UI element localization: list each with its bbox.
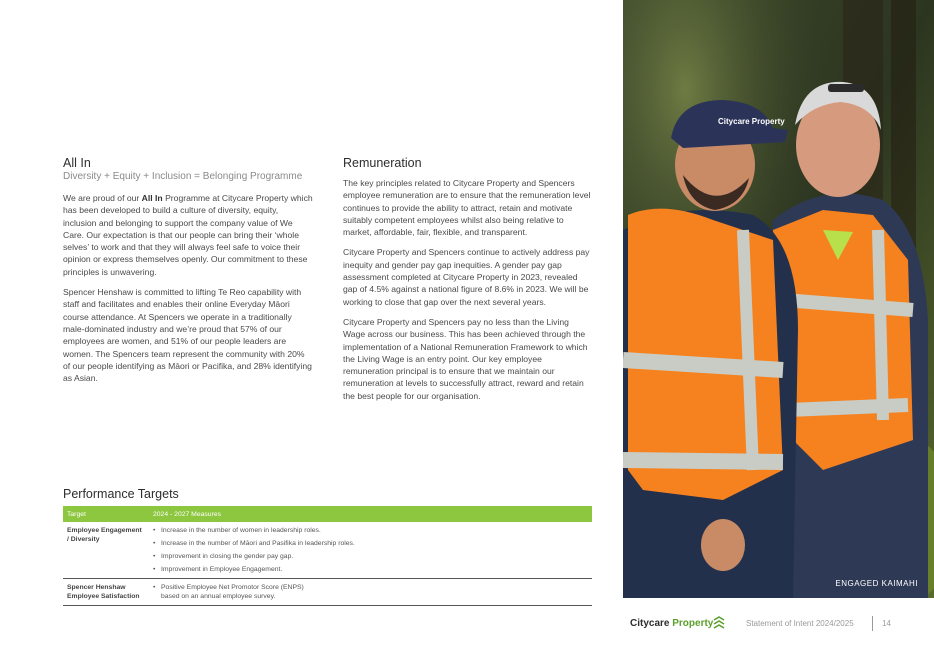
all-in-paragraph-1: We are proud of our All In Programme at Citycare Property which has been developed to build a culture of diversity, equity, inclusion and belonging to support the company value of We Care. Our expectation is that our people can bring their ‘whole selves’ to work and that they will always feel safe to voice their opinion or express themselves openly. Our commitment to these principles is unwavering. [63, 193, 313, 277]
page-number: 14 [882, 619, 891, 628]
all-in-brand-name: All In [141, 193, 163, 203]
remuneration-section [343, 155, 593, 410]
list-item: • Improvement in closing the gender pay gap. [153, 552, 588, 561]
list-item: • Increase in the number of women in leadership roles. [153, 526, 588, 535]
measures-list [153, 583, 588, 601]
remuneration-paragraph-3: Citycare Property and Spencers pay no less than the Living Wage across our business. This has been achieved through the implementation of a National Remuneration Framework to which the Living Wage is an entry point. Our key employee remuneration principal is to ensure that we maintain our remuneration at levels to successfully attract, reward and retain the best people for our organisation. [343, 316, 588, 401]
citycare-logo-text: Citycare Property [630, 618, 714, 629]
document-title: Statement of Intent 2024/2025 [746, 619, 854, 628]
table-cell-measures [149, 522, 592, 579]
engaged-kaimahi-photo [623, 0, 934, 598]
page-footer [630, 616, 900, 632]
footer-divider [872, 616, 873, 631]
performance-targets-section [63, 486, 592, 606]
measures-list [153, 526, 588, 574]
citycare-logo-icon [712, 616, 726, 630]
performance-targets-table [63, 506, 592, 606]
all-in-heading: All In [63, 156, 91, 170]
all-in-section [63, 155, 313, 392]
cap-logo-text: Citycare Property [718, 117, 785, 126]
table-row [63, 579, 592, 606]
list-item: • Positive Employee Net Promotor Score (ENPS) based on an annual employee survey. [153, 583, 588, 601]
workers-illustration [623, 0, 934, 598]
table-cell-target: Employee Engagement / Diversity [63, 522, 149, 579]
table-row [63, 522, 592, 579]
performance-targets-heading: Performance Targets [63, 487, 179, 501]
all-in-subtitle: Diversity + Equity + Inclusion = Belonging Programme [63, 171, 303, 182]
remuneration-paragraph-1: The key principles related to Citycare Property and Spencers employee remuneration are to ensure that the remuneration level continues to provide the ability to attract, retain and motivate suitably competent employees whilst also being relative to market, affordable, fair, flexible, and transparent. [343, 178, 591, 238]
remuneration-heading: Remuneration [343, 156, 422, 170]
table-header-target: Target [63, 506, 149, 522]
table-cell-target: Spencer Henshaw Employee Satisfaction [63, 579, 149, 606]
photo-caption: ENGAGED KAIMAHI [835, 579, 918, 588]
list-item: • Improvement in Employee Engagement. [153, 565, 588, 574]
all-in-paragraph-2: Spencer Henshaw is committed to lifting Te Reo capability with staff and facilitates and enables their online Everyday Māori course attendance. At Spencers we operate in a traditionally male-dominated industry and we’re proud that 57% of our employees are women, and 51% of our people leaders are women. The Spencers team represent the community with 20% of our people identifying as Māori or Pacifika, and 28% identifying as Asian. [63, 287, 312, 384]
table-header-row [63, 506, 592, 522]
table-cell-measures [149, 579, 592, 606]
remuneration-paragraph-2: Citycare Property and Spencers continue to actively address pay inequity and gender pay gap inequities. A gender pay gap assessment completed at Citycare Property in 2023, revealed gap of 4.5% against a national figure of 8.6% in 2023. We will be working to close that gap over the next several years. [343, 247, 590, 307]
list-item: • Increase in the number of Māori and Pasifika in leadership roles. [153, 539, 588, 548]
table-header-measures: 2024 - 2027 Measures [149, 506, 592, 522]
